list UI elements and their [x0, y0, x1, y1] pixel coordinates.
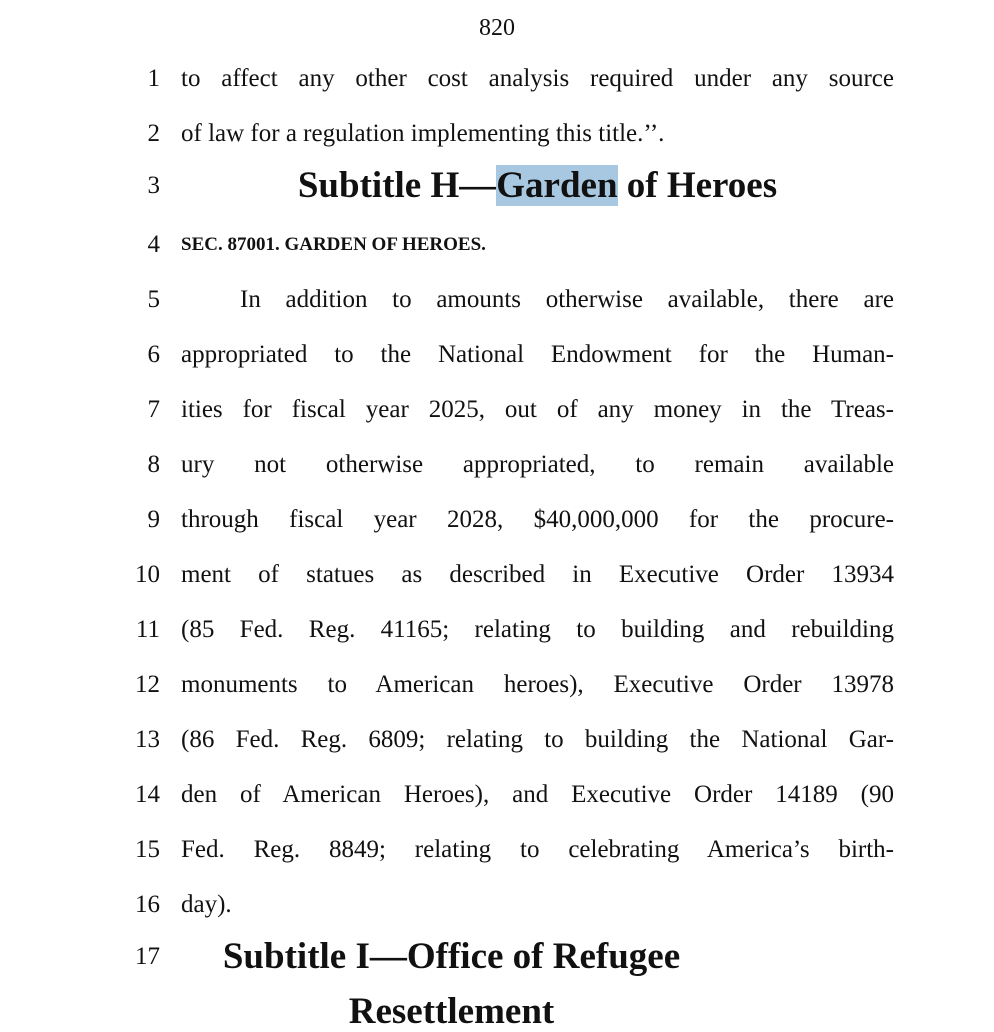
line-14: [0, 775, 994, 815]
line-13: [0, 720, 994, 760]
line-2: [0, 114, 994, 154]
line-text: to affect any other cost analysis required under any source: [181, 65, 894, 92]
line-number: 5: [147, 286, 160, 313]
line-17: [0, 937, 994, 977]
line-9: [0, 500, 994, 540]
cut-off-heading-line: [0, 982, 994, 1032]
line-text: Fed. Reg. 8849; relating to celebrating America’s birth-: [181, 836, 894, 863]
line-text: ment of statues as described in Executive Order 13934: [181, 561, 894, 588]
line-16: [0, 885, 994, 925]
line-7: [0, 390, 994, 430]
page-number: 820: [479, 15, 515, 41]
subtitle-heading-suffix: of Heroes: [617, 165, 778, 206]
line-12: [0, 665, 994, 705]
line-number: 14: [135, 781, 160, 808]
line-number: 10: [135, 561, 160, 588]
subtitle-heading-prefix: Subtitle H—: [297, 165, 497, 206]
line-11: [0, 610, 994, 650]
line-text: of law for a regulation implementing this title.’’.: [181, 120, 665, 147]
line-text: ities for fiscal year 2025, out of any money in the Treas-: [181, 396, 894, 423]
line-number: 6: [147, 341, 160, 368]
line-3: [0, 166, 994, 206]
line-number: 17: [135, 943, 160, 970]
line-text: ury not otherwise appropriated, to remain available: [181, 451, 894, 478]
line-1: [0, 59, 994, 99]
line-10: [0, 555, 994, 595]
line-text: (85 Fed. Reg. 41165; relating to building and rebuilding: [181, 616, 894, 643]
line-number: 9: [147, 506, 160, 533]
line-number: 4: [147, 231, 160, 258]
line-number: 13: [135, 726, 160, 753]
line-text: day).: [181, 891, 232, 918]
line-8: [0, 445, 994, 485]
line-text: through fiscal year 2028, $40,000,000 for the procure-: [181, 506, 894, 533]
line-number: 15: [135, 836, 160, 863]
line-text: In addition to amounts otherwise available, there are: [240, 286, 894, 313]
line-number: 3: [147, 172, 160, 199]
line-6: [0, 335, 994, 375]
line-number: 2: [147, 120, 160, 147]
line-number: 8: [147, 451, 160, 478]
line-number: 1: [147, 65, 160, 92]
line-text: (86 Fed. Reg. 6809; relating to building the National Gar-: [181, 726, 894, 753]
line-text: den of American Heroes), and Executive Order 14189 (90: [181, 781, 894, 808]
line-text: monuments to American heroes), Executive Order 13978: [181, 671, 894, 698]
line-4: [0, 225, 994, 265]
subtitle-heading: [181, 166, 894, 206]
section-heading: SEC. 87001. GARDEN OF HEROES.: [181, 234, 486, 255]
line-text: appropriated to the National Endowment for the Human-: [181, 341, 894, 368]
line-number: 11: [135, 616, 160, 643]
line-number: 7: [147, 396, 160, 423]
subtitle-heading-continuation: Resettlement: [348, 991, 555, 1032]
line-5: [0, 280, 994, 320]
line-15: [0, 830, 994, 870]
subtitle-heading: Subtitle I—Office of Refugee: [222, 936, 681, 977]
line-number: 12: [135, 671, 160, 698]
line-number: 16: [135, 891, 160, 918]
selected-text-highlight[interactable]: Garden: [496, 165, 618, 206]
